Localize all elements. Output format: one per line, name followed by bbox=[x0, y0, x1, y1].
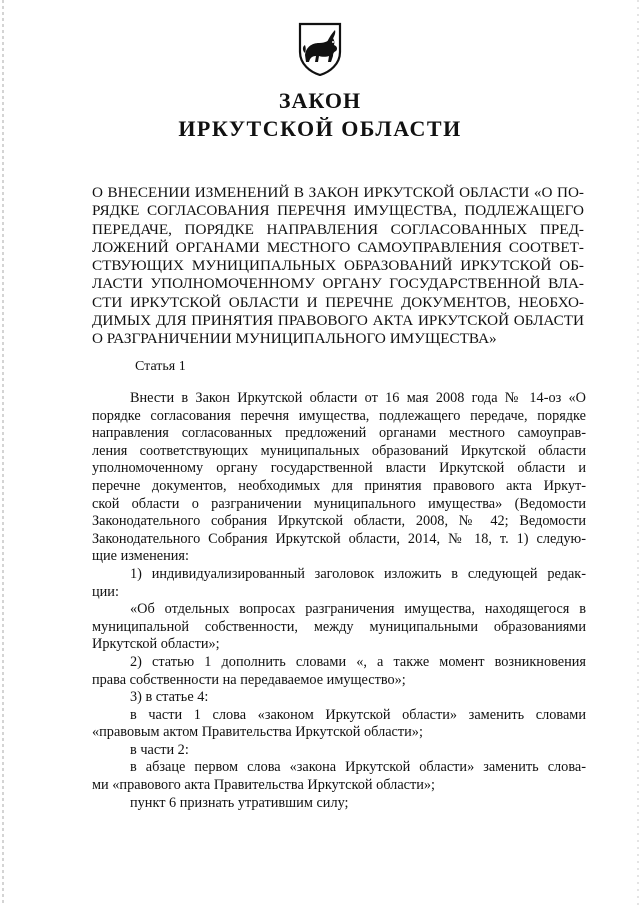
body-line: права собственности на передаваемое имущество»; bbox=[92, 671, 406, 688]
subject-line: ЛАСТИ УПОЛНОМОЧЕННОМУ ОРГАНУ ГОСУДАРСТВЕННОЙ ВЛА- bbox=[92, 275, 584, 293]
subject-line: РЯДКЕ СОГЛАСОВАНИЯ ПЕРЕЧНЯ ИМУЩЕСТВА, ПОДЛЕЖАЩЕГО bbox=[92, 202, 584, 220]
law-title: ЗАКОН bbox=[278, 88, 362, 113]
body-line: ми «правового акта Правительства Иркутской области»; bbox=[92, 777, 436, 794]
body-line: перечне документов, необходимых для принятия правового акта Иркут- bbox=[92, 477, 586, 494]
body-line: 3) в статье 4: bbox=[130, 689, 209, 706]
body-line: в абзаце первом слова «закона Иркутской области» заменить слова- bbox=[130, 759, 586, 776]
body-line: ской области о разграничении муниципального имущества» (Ведомости bbox=[92, 495, 586, 512]
article-body bbox=[92, 390, 586, 812]
body-line: направления согласованных предложений органами местного самоуправ- bbox=[92, 425, 586, 442]
body-line: «правовым актом Правительства Иркутской области»; bbox=[92, 724, 423, 741]
law-subject bbox=[92, 184, 584, 349]
body-line: порядке согласования перечня имущества, подлежащего передаче, порядке bbox=[92, 407, 586, 424]
body-line: Законодательного Собрания Иркутской области, 2014, № 18, т. 1) следую- bbox=[92, 530, 586, 547]
subject-line: ПЕРЕДАЧЕ, ПОРЯДКЕ НАПРАВЛЕНИЯ СОГЛАСОВАННЫХ ПРЕД- bbox=[92, 220, 584, 238]
subject-line: ЛОЖЕНИЙ ОРГАНАМИ МЕСТНОГО САМОУПРАВЛЕНИЯ СООТВЕТ- bbox=[92, 238, 584, 256]
body-line: в части 2: bbox=[130, 741, 189, 758]
article-heading: Статья 1 bbox=[135, 359, 186, 374]
subject-line: О ВНЕСЕНИИ ИЗМЕНЕНИЙ В ЗАКОН ИРКУТСКОЙ ОБЛАСТИ «О ПО- bbox=[92, 184, 584, 201]
subject-line: О РАЗГРАНИЧЕНИИ МУНИЦИПАЛЬНОГО ИМУЩЕСТВА» bbox=[92, 330, 497, 348]
body-line: Иркутской области»; bbox=[92, 636, 220, 653]
body-line: в части 1 слова «законом Иркутской области» заменить словами bbox=[130, 706, 586, 723]
body-line: ления соответствующих муниципальных образований Иркутской области bbox=[92, 442, 586, 459]
subject-line: СТВУЮЩИХ МУНИЦИПАЛЬНЫХ ОБРАЗОВАНИЙ ИРКУТСКОЙ ОБ- bbox=[92, 257, 584, 275]
irkutsk-coat-of-arms-icon bbox=[296, 22, 344, 76]
body-line: щие изменения: bbox=[92, 548, 189, 565]
body-line: Внести в Закон Иркутской области от 16 мая 2008 года № 14-оз «О bbox=[130, 390, 586, 406]
body-line: «Об отдельных вопросах разграничения имущества, находящегося в bbox=[130, 601, 586, 618]
body-line: Законодательного собрания Иркутской области, 2008, № 42; Ведомости bbox=[92, 513, 586, 530]
body-line: муниципальной собственности, между муниципальными образованиями bbox=[92, 618, 586, 635]
subject-line: ДИМЫХ ДЛЯ ПРИНЯТИЯ ПРАВОВОГО АКТА ИРКУТСКОЙ ОБЛАСТИ bbox=[92, 312, 584, 330]
body-line: 2) статью 1 дополнить словами «, а также момент возникновения bbox=[130, 653, 586, 670]
region-title: ИРКУТСКОЙ ОБЛАСТИ bbox=[178, 116, 462, 141]
body-line: уполномоченному органу государственной власти Иркутской области и bbox=[92, 460, 586, 477]
body-line: ции: bbox=[92, 583, 119, 600]
body-line: пункт 6 признать утратившим силу; bbox=[130, 794, 349, 811]
body-line: 1) индивидуализированный заголовок изложить в следующей редак- bbox=[130, 565, 586, 582]
subject-line: СТИ ИРКУТСКОЙ ОБЛАСТИ И ПЕРЕЧНЕ ДОКУМЕНТОВ, НЕОБХО- bbox=[92, 293, 584, 311]
